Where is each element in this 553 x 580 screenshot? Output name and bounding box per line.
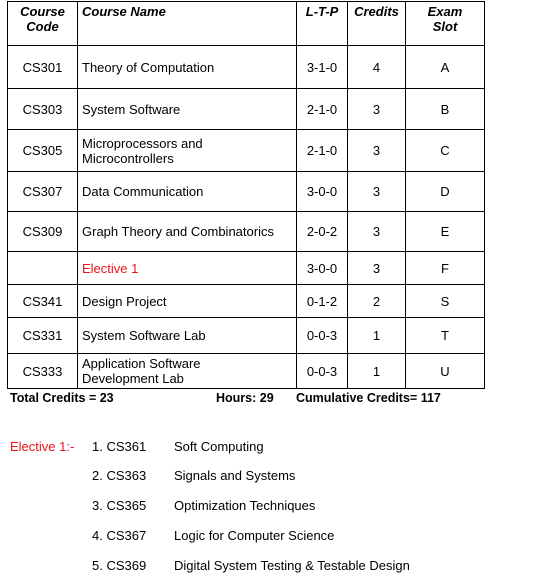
course-ltp: 0-0-3 bbox=[297, 354, 348, 389]
course-code: CS333 bbox=[8, 354, 78, 389]
header-exam-slot: Exam Slot bbox=[406, 2, 485, 46]
total-credits: Total Credits = 23 bbox=[10, 391, 114, 405]
course-code: CS341 bbox=[8, 285, 78, 318]
course-code: CS305 bbox=[8, 130, 78, 172]
course-slot: B bbox=[406, 89, 485, 130]
table-row bbox=[8, 46, 485, 89]
cumulative-credits: Cumulative Credits= 117 bbox=[296, 391, 441, 405]
course-code bbox=[8, 252, 78, 285]
course-name: Theory of Computation bbox=[78, 46, 297, 89]
course-credits: 3 bbox=[348, 89, 406, 130]
course-name: System Software bbox=[78, 89, 297, 130]
table-row bbox=[8, 318, 485, 354]
list-item bbox=[92, 468, 295, 483]
header-course-code: Course Code bbox=[8, 2, 78, 46]
course-table bbox=[7, 1, 485, 389]
table-row bbox=[8, 89, 485, 130]
elective-label: Elective 1:- bbox=[10, 439, 75, 454]
header-course-name: Course Name bbox=[78, 2, 297, 46]
course-name: Design Project bbox=[78, 285, 297, 318]
course-credits: 3 bbox=[348, 130, 406, 172]
list-item bbox=[92, 558, 410, 573]
course-ltp: 0-1-2 bbox=[297, 285, 348, 318]
elective-title: Signals and Systems bbox=[174, 468, 296, 483]
course-credits: 3 bbox=[348, 172, 406, 212]
course-slot: D bbox=[406, 172, 485, 212]
course-ltp: 2-0-2 bbox=[297, 212, 348, 252]
course-credits: 1 bbox=[348, 354, 406, 389]
course-ltp: 3-0-0 bbox=[297, 172, 348, 212]
table-row bbox=[8, 285, 485, 318]
course-credits: 2 bbox=[348, 285, 406, 318]
elective-code: 1. CS361 bbox=[92, 439, 147, 454]
course-ltp: 2-1-0 bbox=[297, 130, 348, 172]
course-ltp: 3-1-0 bbox=[297, 46, 348, 89]
course-name: Graph Theory and Combinatorics bbox=[78, 212, 297, 252]
course-credits: 1 bbox=[348, 318, 406, 354]
course-slot: S bbox=[406, 285, 485, 318]
course-slot: E bbox=[406, 212, 485, 252]
course-slot: T bbox=[406, 318, 485, 354]
list-item bbox=[92, 439, 264, 454]
course-slot: A bbox=[406, 46, 485, 89]
course-slot: F bbox=[406, 252, 485, 285]
table-row bbox=[8, 252, 485, 285]
course-slot: C bbox=[406, 130, 485, 172]
elective-code: 2. CS363 bbox=[92, 468, 147, 483]
course-credits: 3 bbox=[348, 212, 406, 252]
table-row bbox=[8, 354, 485, 389]
course-name: Microprocessors and Microcontrollers bbox=[78, 130, 297, 172]
course-credits: 4 bbox=[348, 46, 406, 89]
header-credits: Credits bbox=[348, 2, 406, 46]
course-code: CS309 bbox=[8, 212, 78, 252]
course-slot: U bbox=[406, 354, 485, 389]
course-code: CS307 bbox=[8, 172, 78, 212]
list-item bbox=[92, 498, 315, 513]
course-ltp: 2-1-0 bbox=[297, 89, 348, 130]
course-credits: 3 bbox=[348, 252, 406, 285]
table-row bbox=[8, 130, 485, 172]
course-ltp: 0-0-3 bbox=[297, 318, 348, 354]
list-item bbox=[92, 528, 334, 543]
elective-title: Logic for Computer Science bbox=[174, 528, 335, 543]
table-row bbox=[8, 212, 485, 252]
course-name: Application Software Development Lab bbox=[78, 354, 297, 389]
course-name: Data Communication bbox=[78, 172, 297, 212]
elective-title: Digital System Testing & Testable Design bbox=[174, 558, 410, 573]
table-row bbox=[8, 172, 485, 212]
table-header-row bbox=[8, 2, 485, 46]
course-ltp: 3-0-0 bbox=[297, 252, 348, 285]
total-hours: Hours: 29 bbox=[216, 391, 274, 405]
course-code: CS331 bbox=[8, 318, 78, 354]
elective-title: Soft Computing bbox=[174, 439, 264, 454]
course-code: CS301 bbox=[8, 46, 78, 89]
course-code: CS303 bbox=[8, 89, 78, 130]
header-ltp: L-T-P bbox=[297, 2, 348, 46]
course-name: System Software Lab bbox=[78, 318, 297, 354]
elective-code: 5. CS369 bbox=[92, 558, 147, 573]
elective-course-name: Elective 1 bbox=[78, 252, 297, 285]
elective-code: 4. CS367 bbox=[92, 528, 147, 543]
elective-code: 3. CS365 bbox=[92, 498, 147, 513]
elective-title: Optimization Techniques bbox=[174, 498, 316, 513]
